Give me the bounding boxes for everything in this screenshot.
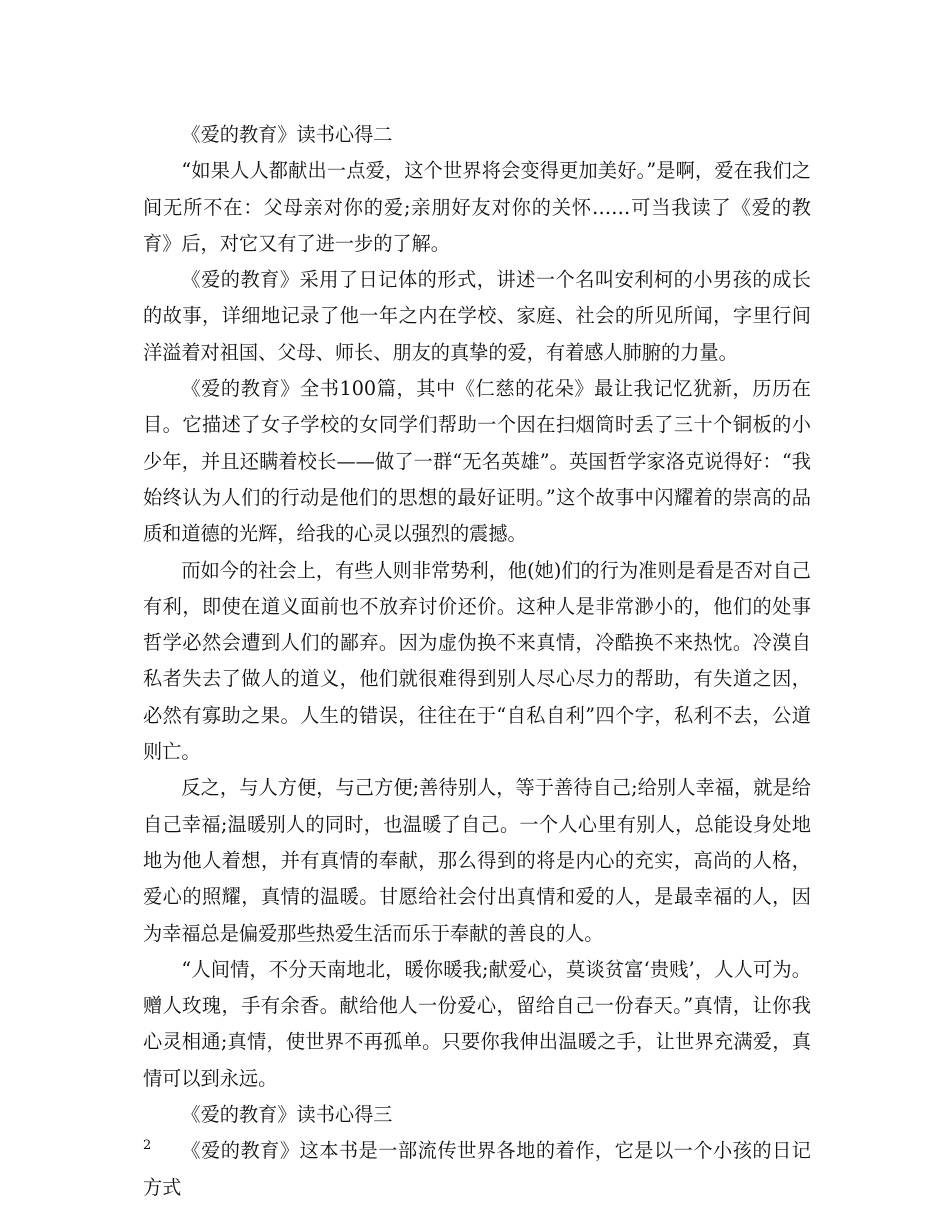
paragraph: 而如今的社会上，有些人则非常势利，他(她)们的行为准则是看是否对自己有利，即使在道义面前也不放弃讨价还价。这种人是非常渺小的，他们的处事哲学必然会遭到人们的鄙弃。因为虚伪换不来真情，冷酷换不来热忱。冷漠自私者失去了做人的道义，他们就很难得到别人尽心尽力的帮助，有失道之因，必然有寡助之果。人生的错误，往往在于“自私自利”四个字，私利不去，公道则亡。: [143, 558, 811, 764]
paragraph: “如果人人都献出一点爱，这个世界将会变得更加美好。”是啊，爱在我们之间无所不在：父母亲对你的爱;亲朋好友对你的关怀……可当我读了《爱的教育》后，对它又有了进一步的了解。: [143, 159, 811, 255]
paragraph: 《爱的教育》全书100篇，其中《仁慈的花朵》最让我记忆犹新，历历在目。它描述了女子学校的女同学们帮助一个因在扫烟筒时丢了三十个铜板的小少年，并且还瞒着校长——做了一群“无名英雄”。英国哲学家洛克说得好：“我始终认为人们的行动是他们的思想的最好证明。”这个故事中闪耀着的崇高的品质和道德的光辉，给我的心灵以强烈的震撼。: [143, 377, 811, 546]
section-heading-3: 《爱的教育》读书心得三: [181, 1103, 393, 1127]
page-number: 2: [143, 1138, 152, 1153]
section-heading-2: 《爱的教育》读书心得二: [181, 123, 393, 146]
paragraph: “人间情，不分天南地北，暖你暖我;献爱心，莫谈贫富‘贵贱’，人人可为。赠人玫瑰，手有余香。献给他人一份爱心，留给自己一份春天。”真情，让你我心灵相通;真情，使世界不再孤单。只要你我伸出温暖之手，让世界充满爱，真情可以到永远。: [143, 957, 811, 1090]
paragraph: 《爱的教育》采用了日记体的形式，讲述一个名叫安利柯的小男孩的成长的故事，详细地记录了他一年之内在学校、家庭、社会的所见所闻，字里行间洋溢着对祖国、父母、师长、朋友的真挚的爱，有着感人肺腑的力量。: [143, 268, 811, 364]
paragraph: 《爱的教育》这本书是一部流传世界各地的着作，它是以一个小孩的日记方式: [143, 1139, 811, 1199]
paragraph: 反之，与人方便，与己方便;善待别人，等于善待自己;给别人幸福，就是给自己幸福;温暖别人的同时，也温暖了自己。一个人心里有别人，总能设身处地地为他人着想，并有真情的奉献，那么得到的将是内心的充实，高尚的人格，爱心的照耀，真情的温暖。甘愿给社会付出真情和爱的人，是最幸福的人，因为幸福总是偏爱那些热爱生活而乐于奉献的善良的人。: [143, 776, 811, 945]
document-body: [143, 117, 811, 1206]
